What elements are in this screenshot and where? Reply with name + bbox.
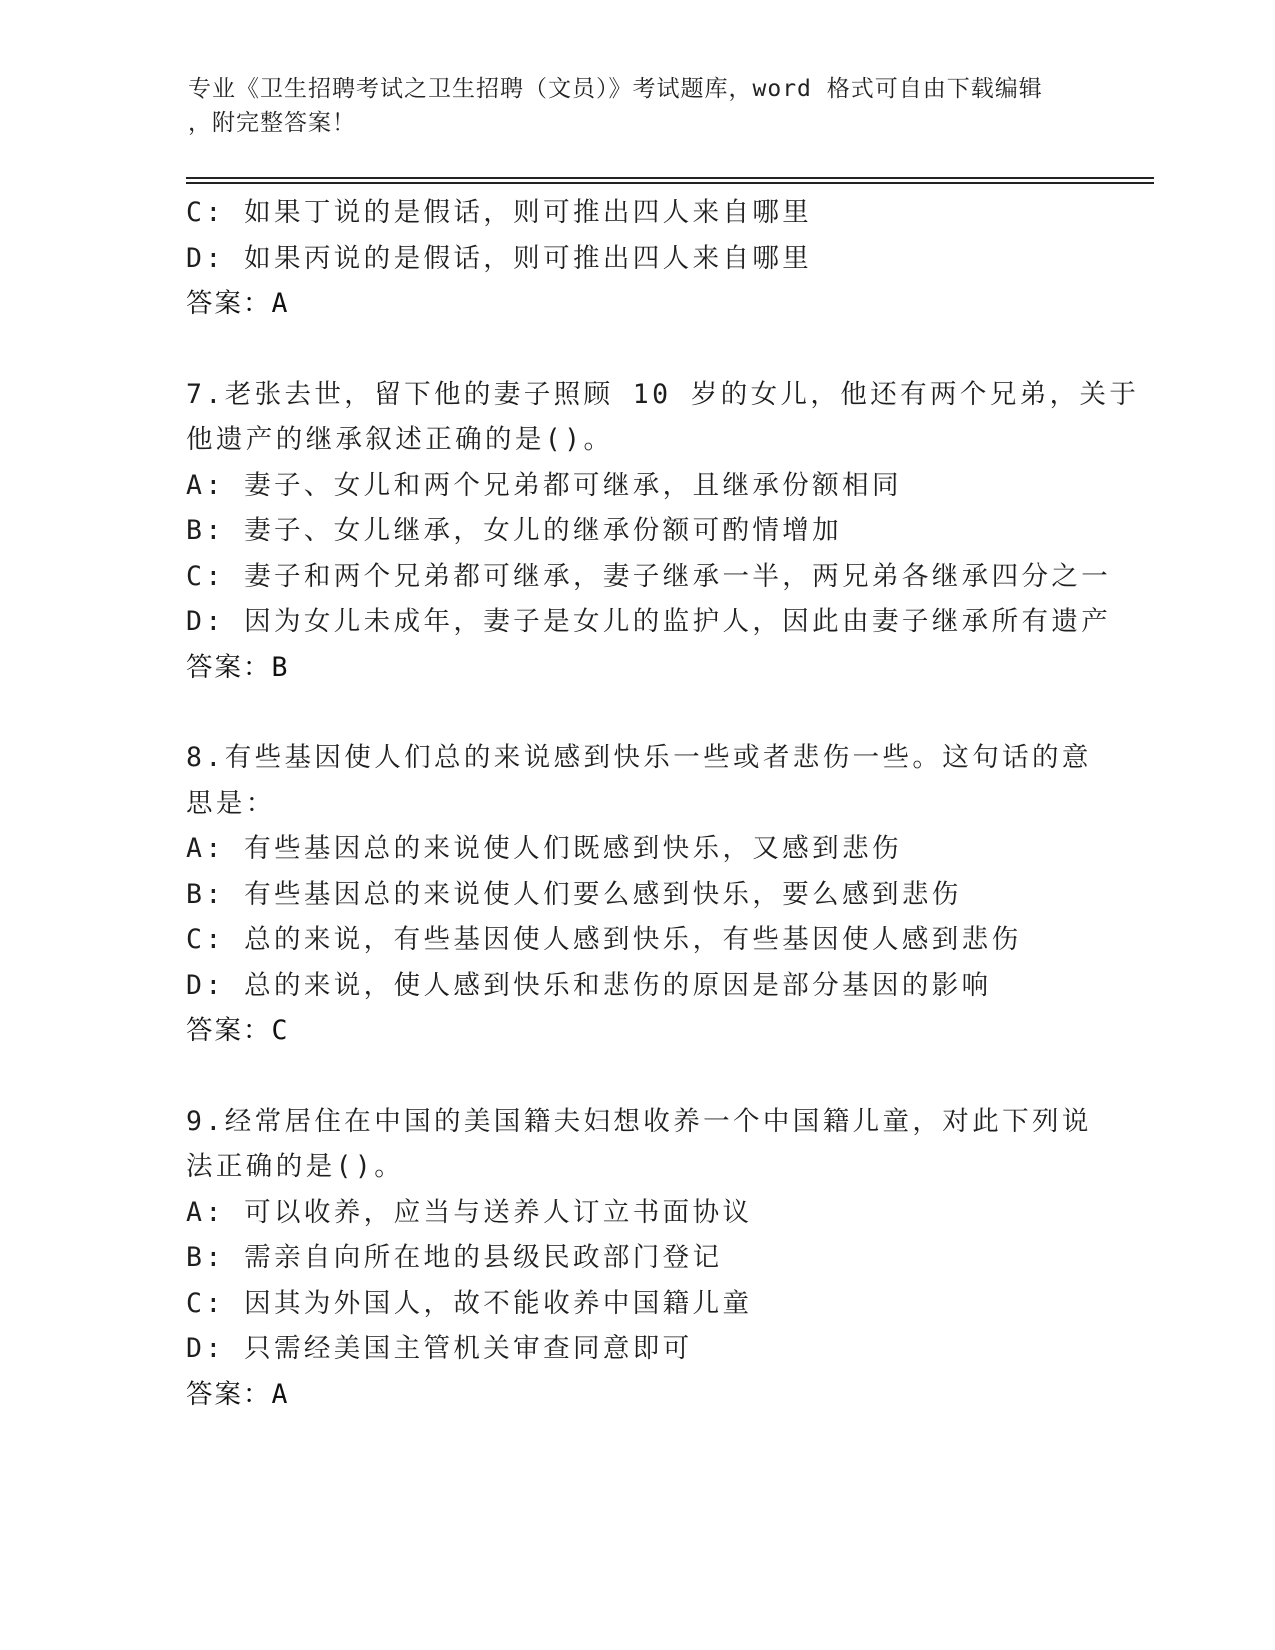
answer-line	[186, 1008, 1086, 1054]
answer-value: A	[271, 288, 290, 319]
option-a: A: 可以收养，应当与送养人订立书面协议	[186, 1196, 753, 1228]
answer-line	[186, 645, 1086, 691]
answer-value: A	[271, 1378, 290, 1410]
option-c: C: 因其为外国人，故不能收养中国籍儿童	[186, 1287, 753, 1319]
question-stem-line-2: 法正确的是()。	[186, 1151, 405, 1182]
answer-label: 答案：	[186, 288, 272, 319]
header-line-2: ，附完整答案！	[188, 110, 356, 136]
option-a: A: 妻子、女儿和两个兄弟都可继承，且继承份额相同	[186, 469, 902, 501]
option-c: C: 总的来说，有些基因使人感到快乐，有些基因使人感到悲伤	[186, 924, 1022, 955]
answer-label: 答案：	[186, 1015, 272, 1046]
question-stem-line-1: 9.经常居住在中国的美国籍夫妇想收养一个中国籍儿童，对此下列说	[186, 1105, 1092, 1137]
option-b: B: 有些基因总的来说使人们要么感到快乐，要么感到悲伤	[186, 878, 962, 910]
question-stem-line-2: 思是：	[186, 787, 276, 819]
question-spacer	[186, 327, 1086, 372]
question-spacer	[186, 690, 1086, 735]
option-d: D: 如果丙说的是假话，则可推出四人来自哪里	[186, 242, 813, 274]
document-header	[188, 72, 1068, 140]
option-b: B: 需亲自向所在地的县级民政部门登记	[186, 1242, 723, 1273]
option-d: D: 只需经美国主管机关审查同意即可	[186, 1333, 693, 1364]
option-c: C: 如果丁说的是假话，则可推出四人来自哪里	[186, 197, 813, 228]
header-line-1: 专业《卫生招聘考试之卫生招聘（文员）》考试题库，word 格式可自由下载编辑	[188, 76, 1043, 102]
option-b: B: 妻子、女儿继承，女儿的继承份额可酌情增加	[186, 515, 843, 546]
answer-label: 答案：	[186, 1378, 272, 1410]
question-list	[186, 190, 1140, 1417]
answer-value: B	[271, 651, 290, 683]
option-d: D: 因为女儿未成年，妻子是女儿的监护人，因此由妻子继承所有遗产	[186, 606, 1112, 637]
question-stem-line-1: 7.老张去世，留下他的妻子照顾 10 岁的女儿，他还有两个兄弟，关于	[186, 378, 1140, 410]
option-a: A: 有些基因总的来说使人们既感到快乐，又感到悲伤	[186, 833, 902, 864]
answer-value: C	[271, 1015, 290, 1046]
header-divider-top	[186, 177, 1154, 179]
question-block-6-continued	[186, 190, 1086, 327]
answer-line	[186, 281, 1086, 327]
question-block-9	[186, 1099, 1092, 1418]
option-c: C: 妻子和两个兄弟都可继承，妻子继承一半，两兄弟各继承四分之一	[186, 560, 1112, 592]
question-stem-line-2: 他遗产的继承叙述正确的是()。	[186, 424, 614, 455]
question-block-7	[186, 372, 1140, 691]
question-block-8	[186, 735, 1092, 1054]
answer-line	[186, 1372, 1086, 1418]
option-d: D: 总的来说，使人感到快乐和悲伤的原因是部分基因的影响	[186, 969, 992, 1001]
header-divider-bottom	[186, 182, 1154, 184]
question-stem-line-1: 8.有些基因使人们总的来说感到快乐一些或者悲伤一些。这句话的意	[186, 742, 1092, 773]
answer-label: 答案：	[186, 651, 272, 683]
question-spacer	[186, 1054, 1086, 1099]
